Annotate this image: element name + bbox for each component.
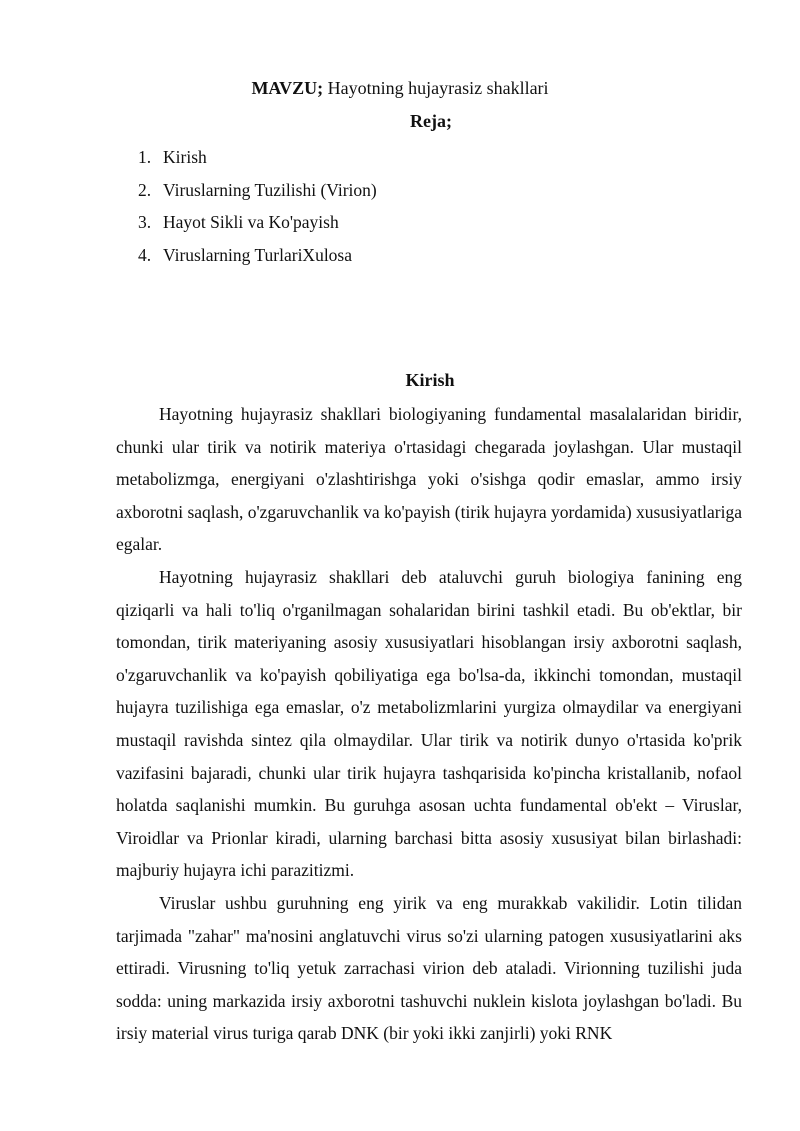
plan-item-label: Viruslarning Tuzilishi (Virion): [163, 179, 377, 200]
plan-item: [138, 174, 377, 207]
paragraph: Hayotning hujayrasiz shakllari deb ataluvchi guruh biologiya fanining eng qiziqarli va hali to'liq o'rganilmagan sohalaridan birini tashkil etadi. Bu ob'ektlar, bir tomondan, tirik materiyaning asosiy xususiyatlari hisoblangan irsiy axborotni saqlash, o'zgaruvchanlik va ko'payish qobiliyatiga ega bo'lsa-da, ikkinchi tomondan, mustaqil hujayra tuzilishiga ega emaslar, o'z metabolizmlarini yurgiza olmaydilar va energiyani mustaqil ravishda sintez qila olmaydilar. Ular tirik va notirik dunyo o'rtasida ko'prik vazifasini bajaradi, chunki ular tirik hujayra tashqarisida ko'pincha kristallanib, nofaol holatda saqlanishi mumkin. Bu guruhga asosan uchta fundamental ob'ekt – Viruslar, Viroidlar va Prionlar kiradi, ularning barchasi bitta asosiy xususiyat bilan birlashadi: majburiy hujayra ichi parazitizmi.: [116, 566, 742, 881]
plan-item-number: 1.: [138, 147, 152, 167]
title-text: Hayotning hujayrasiz shakllari: [323, 78, 549, 98]
document-title: [0, 76, 800, 100]
plan-item-label: Viruslarning TurlariXulosa: [163, 244, 353, 265]
plan-list: [138, 141, 377, 271]
plan-item-number: 2.: [138, 179, 152, 200]
plan-item-label: Hayot Sikli va Ko'payish: [163, 212, 339, 233]
plan-item: [138, 239, 377, 272]
plan-item: [138, 206, 377, 239]
plan-item-label: Kirish: [163, 147, 207, 167]
plan-item: [138, 141, 377, 174]
section-body: [116, 398, 742, 1050]
title-prefix: MAVZU;: [251, 78, 324, 98]
paragraph: Hayotning hujayrasiz shakllari biologiyaning fundamental masalalaridan biridir, chunki ular tirik va notirik materiya o'rtasidagi chegarada joylashgan. Ular mustaqil metabolizmga, energiyani o'zlashtirishga yoki o'sishga qodir emaslar, ammo irsiy axborotni saqlash, o'zgaruvchanlik va ko'payish (tirik hujayra yordamida) xususiyatlariga egalar.: [116, 404, 742, 555]
paragraph: Viruslar ushbu guruhning eng yirik va eng murakkab vakilidir. Lotin tilidan tarjimada "zahar" ma'nosini anglatuvchi virus so'zi ularning patogen xususiyatlarini aks ettiradi. Virusning to'liq yetuk zarrachasi virion deb ataladi. Virionning tuzilishi juda sodda: uning markazida irsiy axborotni tashuvchi nuklein kislota joylashgan bo'ladi. Bu irsiy material virus turiga qarab DNK (bir yoki ikki zanjirli) yoki RNK: [116, 892, 742, 1044]
plan-item-number: 3.: [138, 212, 152, 233]
section-heading: Kirish: [405, 370, 455, 390]
plan-heading: Reja;: [410, 111, 452, 131]
plan-item-number: 4.: [138, 244, 152, 265]
